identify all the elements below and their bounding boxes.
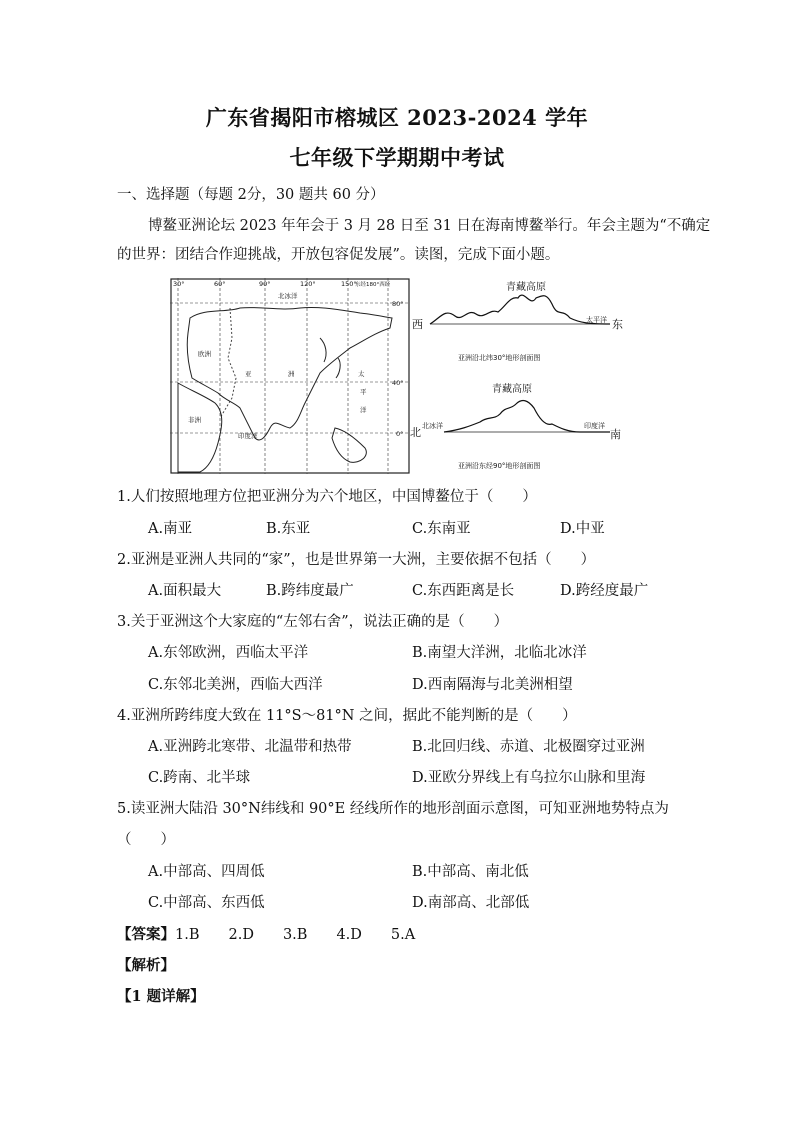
profile-30n-caption: 亚洲沿北纬30°地形剖面图 (458, 354, 541, 362)
map-lon-label: 90° (259, 280, 271, 288)
profile-30n-east-label: 东 (612, 318, 623, 331)
analysis-label: 【解析】 (117, 957, 175, 974)
question-3-option-a[interactable]: A.东邻欧洲，西临太平洋 (148, 645, 309, 661)
page-title: 广东省揭阳市榕城区 2023-2024 学年 (205, 105, 589, 130)
map-region-label: 北冰洋 (278, 292, 298, 300)
profile-90e-peak-label: 青藏高原 (492, 384, 532, 395)
question-1-option-d[interactable]: D.中亚 (560, 521, 605, 537)
question-5-option-b[interactable]: B.中部高、南北低 (412, 864, 529, 880)
question-5-option-c[interactable]: C.中部高、东西低 (148, 895, 265, 911)
answer-values: 1.B 2.D 3.B 4.D 5.A (175, 927, 416, 943)
question-4-stem: 4.亚洲所跨纬度大致在 11°S～81°N 之间，据此不能判断的是（ ） (117, 708, 577, 724)
question-1-option-c[interactable]: C.东南亚 (412, 521, 471, 537)
map-lat-label: 40° (392, 379, 404, 387)
profile-30n-figure (410, 278, 630, 370)
question-3-option-c[interactable]: C.东邻北美洲，西临大西洋 (148, 677, 323, 693)
profile-30n-ocean-label: 太平洋 (586, 316, 607, 324)
map-region-label: 亚 (245, 370, 252, 378)
question-2-stem: 2.亚洲是亚洲人共同的“家”，也是世界第一大洲，主要依据不包括（ ） (117, 552, 596, 568)
question-5-stem-continued: （ ） (117, 832, 175, 848)
profile-30n-peak-label: 青藏高原 (506, 282, 546, 293)
question-1-option-a[interactable]: A.南亚 (148, 521, 193, 537)
map-lon-label: 60° (214, 280, 226, 288)
question-2-option-d[interactable]: D.跨经度最广 (560, 583, 649, 599)
section-heading: 一、选择题（每题 2分，30 题共 60 分） (117, 187, 385, 203)
profile-90e-caption: 亚洲沿东经90°地形剖面图 (458, 462, 541, 470)
map-region-label: 欧洲 (198, 350, 211, 358)
map-region-label: 洲 (288, 370, 295, 378)
analysis-sub-label: 【1 题详解】 (117, 988, 205, 1005)
profile-90e-ocean-left: 北冰洋 (422, 422, 443, 430)
profile-90e-north-label: 北 (410, 426, 421, 439)
question-3-option-b[interactable]: B.南望大洋洲，北临北冰洋 (412, 645, 587, 661)
question-5-option-d[interactable]: D.南部高、北部低 (412, 895, 530, 911)
question-5-option-a[interactable]: A.中部高、四周低 (148, 864, 265, 880)
question-2-option-c[interactable]: C.东西距离是长 (412, 583, 515, 599)
map-lon-label: 东经180°西经 (355, 282, 391, 288)
profile-90e-figure (410, 380, 630, 476)
question-1-stem: 1.人们按照地理方位把亚洲分为六个地区，中国博鳌位于（ ） (117, 489, 537, 505)
intro-line-1: 博鳌亚洲论坛 2023 年年会于 3 月 28 日至 31 日在海南博鳌举行。年会主题为“不确定 (148, 218, 711, 234)
map-lon-label: 150° (341, 280, 357, 288)
question-2-option-b[interactable]: B.跨纬度最广 (266, 583, 354, 599)
question-1-option-b[interactable]: B.东亚 (266, 521, 311, 537)
map-lat-label: 0° (396, 430, 404, 438)
map-region-label: 洋 (360, 406, 367, 414)
question-3-option-d[interactable]: D.西南隔海与北美洲相望 (412, 677, 573, 693)
question-5-stem: 5.读亚洲大陆沿 30°N纬线和 90°E 经线所作的地形剖面示意图，可知亚洲地势特点为 (117, 801, 669, 817)
map-region-label: 太 (358, 370, 365, 378)
question-4-option-a[interactable]: A.亚洲跨北寒带、北温带和热带 (148, 739, 352, 755)
profile-90e-ocean-right: 印度洋 (584, 422, 605, 430)
map-lon-label: 30° (173, 280, 185, 288)
map-lat-label: 80° (392, 300, 404, 308)
page-subtitle: 七年级下学期期中考试 (289, 145, 505, 170)
map-lon-label: 120° (300, 280, 316, 288)
profile-30n-west-label: 西 (412, 318, 423, 331)
map-region-label: 非洲 (188, 416, 201, 424)
question-4-option-d[interactable]: D.亚欧分界线上有乌拉尔山脉和里海 (412, 770, 646, 786)
answer-label: 【答案】 (117, 926, 175, 943)
question-3-stem: 3.关于亚洲这个大家庭的“左邻右舍”，说法正确的是（ ） (117, 614, 509, 630)
intro-line-2: 的世界：团结合作迎挑战，开放包容促发展”。读图，完成下面小题。 (117, 247, 560, 263)
asia-map-figure (170, 278, 410, 474)
question-4-option-b[interactable]: B.北回归线、赤道、北极圈穿过亚洲 (412, 739, 645, 755)
map-region-label: 印度洋 (238, 432, 258, 440)
profile-90e-south-label: 南 (610, 428, 621, 441)
answer-row (117, 925, 415, 945)
map-region-label: 平 (360, 388, 367, 396)
question-4-option-c[interactable]: C.跨南、北半球 (148, 770, 251, 786)
question-2-option-a[interactable]: A.面积最大 (148, 583, 222, 599)
